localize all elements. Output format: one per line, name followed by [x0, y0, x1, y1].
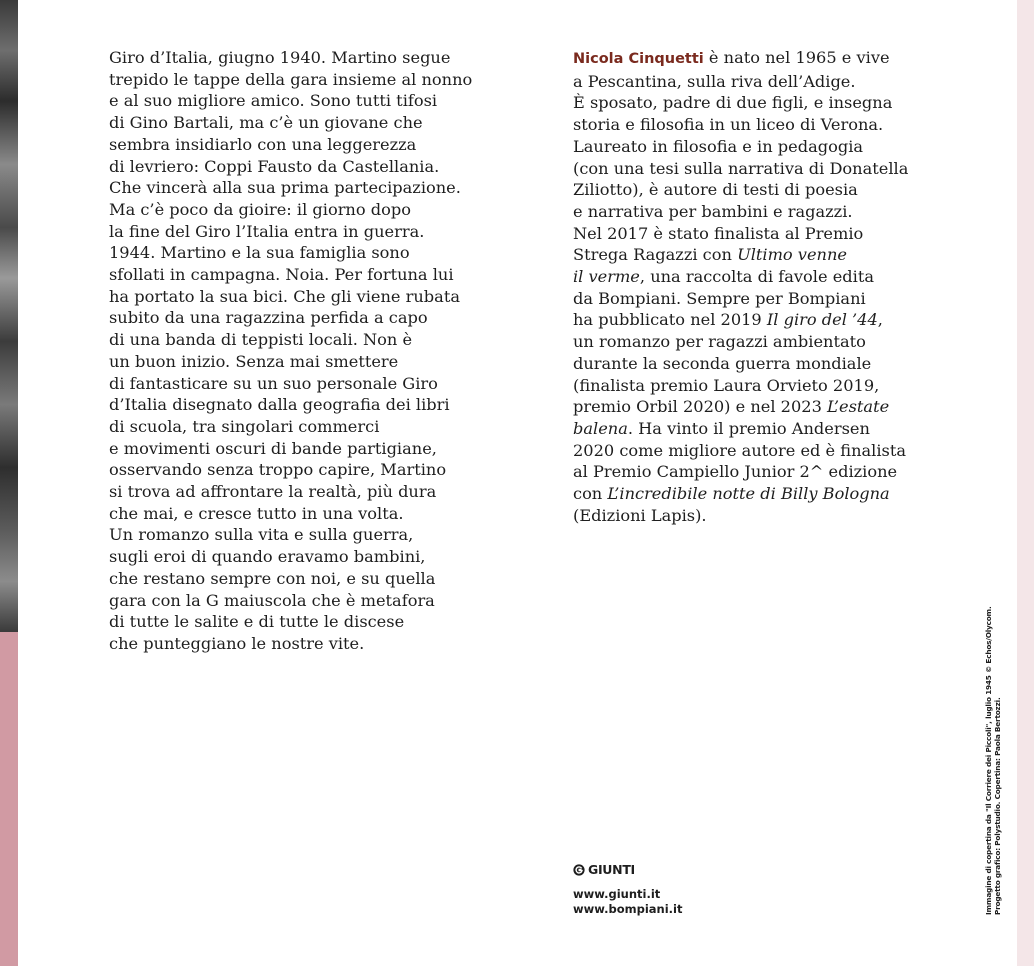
logo-text: GIUNTI — [588, 862, 635, 877]
blurb-line: 1944. Martino e la sua famiglia sono — [109, 243, 410, 263]
publisher-block — [573, 862, 683, 917]
blurb-line: trepido le tappe della gara insieme al nonno — [109, 69, 473, 89]
bio-line: il verme, una raccolta di favole edita — [573, 267, 874, 287]
bio-line: storia e filosofia in un liceo di Verona. — [573, 115, 884, 135]
bio-line: (finalista premio Laura Orvieto 2019, — [573, 375, 880, 395]
book-title: L’incredibile notte di Billy Bologna — [607, 484, 890, 504]
bio-line: ha pubblicato nel 2019 Il giro del ’44, — [573, 310, 883, 330]
blurb-line: si trova ad affrontare la realtà, più dura — [109, 482, 437, 502]
giunti-logo — [573, 862, 683, 877]
bio-line: un romanzo per ragazzi ambientato — [573, 332, 866, 352]
credit-line: Immagine di copertina da "Il Corriere dei Piccoli", luglio 1945 © Echos/Olycom. — [984, 606, 993, 915]
bio-line: al Premio Campiello Junior 2^ edizione — [573, 462, 898, 482]
bio-line: È sposato, padre di due figli, e insegna — [573, 93, 893, 113]
bio-line: a Pescantina, sulla riva dell’Adige. — [573, 71, 856, 91]
bio-line: Ziliotto), è autore di testi di poesia — [573, 180, 858, 200]
book-title: L’estate — [827, 397, 890, 417]
bio-line: durante la seconda guerra mondiale — [573, 353, 872, 373]
bio-line: da Bompiani. Sempre per Bompiani — [573, 288, 866, 308]
bio-line: Nicola Cinquetti è nato nel 1965 e vive — [573, 48, 890, 67]
blurb-line: sugli eroi di quando eravamo bambini, — [109, 547, 426, 567]
blurb-line: di tutte le salite e di tutte le discese — [109, 612, 405, 632]
blurb-line: ha portato la sua bici. Che gli viene rubata — [109, 286, 460, 306]
spine-edge — [1017, 0, 1034, 966]
bio-line: con L’incredibile notte di Billy Bologna — [573, 484, 890, 504]
blurb-line: e movimenti oscuri di bande partigiane, — [109, 438, 437, 458]
blurb-line: che mai, e cresce tutto in una volta. — [109, 503, 404, 523]
blurb-line: subito da una ragazzina perfida a capo — [109, 308, 428, 328]
cover-photo-fragment — [0, 0, 18, 632]
bio-line: balena. Ha vinto il premio Andersen — [573, 418, 870, 438]
blurb-line: gara con la G maiuscola che è metafora — [109, 590, 435, 610]
blurb-line: la fine del Giro l’Italia entra in guerra. — [109, 221, 425, 241]
author-bio — [573, 47, 943, 526]
bio-line: 2020 come migliore autore ed è finalista — [573, 440, 906, 460]
blurb-line: Un romanzo sulla vita e sulla guerra, — [109, 525, 414, 545]
blurb-line: d’Italia disegnato dalla geografia dei libri — [109, 395, 450, 415]
publisher-links — [573, 887, 683, 917]
book-title: Ultimo venne — [737, 245, 847, 265]
book-title: Il giro del ’44 — [766, 310, 878, 330]
bio-line: (Edizioni Lapis). — [573, 505, 707, 525]
book-blurb — [109, 47, 479, 655]
giunti-g-icon — [573, 864, 585, 876]
link-giunti[interactable]: www.giunti.it — [573, 887, 661, 901]
blurb-line: Che vincerà alla sua prima partecipazione. — [109, 178, 461, 198]
blurb-line: di una banda di teppisti locali. Non è — [109, 330, 413, 350]
blurb-line: che punteggiano le nostre vite. — [109, 633, 365, 653]
bio-line: e narrativa per bambini e ragazzi. — [573, 201, 853, 221]
blurb-line: sembra insidiarlo con una leggerezza — [109, 134, 417, 154]
blurb-line: di Gino Bartali, ma c’è un giovane che — [109, 113, 423, 133]
blurb-line: che restano sempre con noi, e su quella — [109, 568, 436, 588]
blurb-line: osservando senza troppo capire, Martino — [109, 460, 447, 480]
link-bompiani[interactable]: www.bompiani.it — [573, 902, 683, 916]
blurb-line: Ma c’è poco da gioire: il giorno dopo — [109, 199, 411, 219]
credit-line: Progetto grafico: Polystudio. Copertina: Paola Bertozzi. — [993, 697, 1002, 915]
book-title: il verme — [573, 267, 640, 287]
author-name: Nicola Cinquetti — [573, 51, 704, 67]
blurb-line: un buon inizio. Senza mai smettere — [109, 351, 399, 371]
image-credits — [984, 606, 1002, 915]
blurb-line: di fantasticare su un suo personale Giro — [109, 373, 438, 393]
blurb-line: di levriero: Coppi Fausto da Castellania. — [109, 156, 440, 176]
blurb-line: di scuola, tra singolari commerci — [109, 416, 380, 436]
bio-line: Strega Ragazzi con Ultimo venne — [573, 245, 847, 265]
blurb-line: Giro d’Italia, giugno 1940. Martino segue — [109, 48, 451, 67]
book-title: balena — [573, 418, 628, 438]
bio-line: Laureato in filosofia e in pedagogia — [573, 136, 864, 156]
bio-line: Nel 2017 è stato finalista al Premio — [573, 223, 864, 243]
blurb-line: sfollati in campagna. Noia. Per fortuna lui — [109, 265, 454, 285]
pink-band — [0, 632, 18, 966]
cover-photo-edge — [0, 0, 18, 966]
bio-line: (con una tesi sulla narrativa di Donatella — [573, 158, 909, 178]
blurb-line: e al suo migliore amico. Sono tutti tifosi — [109, 91, 438, 111]
bio-line: premio Orbil 2020) e nel 2023 L’estate — [573, 397, 890, 417]
